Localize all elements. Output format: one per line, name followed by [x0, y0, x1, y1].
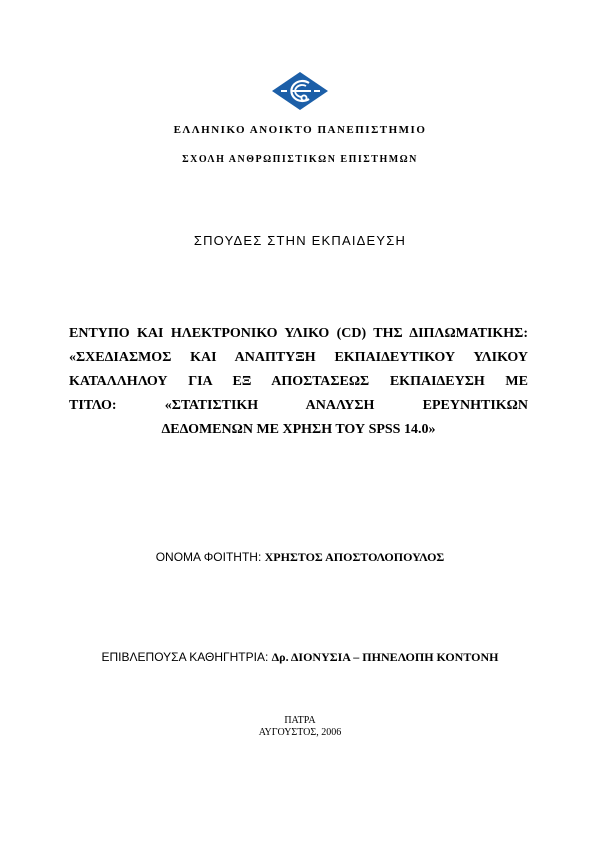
program-name: ΣΠΟΥΔΕΣ ΣΤΗΝ ΕΚΠΑΙΔΕΥΣΗ — [193, 233, 407, 248]
title-line: «ΣΧΕΔΙΑΣΜΟΣ ΚΑΙ ΑΝΑΠΤΥΞΗ ΕΚΠΑΙΔΕΥΤΙΚΟΥ ΥΛΙΚΟΥ — [69, 350, 528, 365]
title-line: ΔΕΔΟΜΕΝΩΝ ΜΕ ΧΡΗΣΗ ΤΟΥ SPSS 14.0» — [161, 422, 436, 437]
supervisor-label: ΕΠΙΒΛΕΠΟΥΣΑ ΚΑΘΗΓΗΤΡΙΑ: — [101, 650, 272, 664]
supervisor-line — [0, 650, 600, 665]
title-line: ΚΑΤΑΛΛΗΛΟΥ ΓΙΑ ΕΞ ΑΠΟΣΤΑΣΕΩΣ ΕΚΠΑΙΔΕΥΣΗ ΜΕ — [69, 374, 528, 389]
date: ΑΥΓΟΥΣΤΟΣ, 2006 — [258, 727, 342, 738]
university-logo-icon — [271, 71, 329, 111]
place-date — [0, 715, 600, 739]
student-name: ΧΡΗΣΤΟΣ ΑΠΟΣΤΟΛΟΠΟΥΛΟΣ — [264, 550, 445, 564]
student-label: ΟΝΟΜΑ ΦΟΙΤΗΤΗ: — [155, 550, 265, 564]
title-line: ΤΙΤΛΟ: «ΣΤΑΤΙΣΤΙΚΗ ΑΝΑΛΥΣΗ ΕΡΕΥΝΗΤΙΚΩΝ — [69, 398, 528, 413]
city: ΠΑΤΡΑ — [284, 715, 316, 726]
thesis-title — [69, 322, 528, 442]
supervisor-name: Δρ. ΔΙΟΝΥΣΙΑ – ΠΗΝΕΛΟΠΗ ΚΟΝΤΟΝΗ — [271, 650, 499, 664]
school-name: ΣΧΟΛΗ ΑΝΘΡΩΠΙΣΤΙΚΩΝ ΕΠΙΣΤΗΜΩΝ — [182, 154, 418, 165]
university-name: ΕΛΛΗΝΙΚΟ ΑΝΟΙΚΤΟ ΠΑΝΕΠΙΣΤΗΜΙΟ — [173, 124, 427, 136]
student-line — [0, 550, 600, 565]
title-line: ΕΝΤΥΠΟ ΚΑΙ ΗΛΕΚΤΡΟΝΙΚΟ ΥΛΙΚΟ (CD) ΤΗΣ ΔΙΠΛΩΜΑΤΙΚΗΣ: — [69, 326, 528, 341]
